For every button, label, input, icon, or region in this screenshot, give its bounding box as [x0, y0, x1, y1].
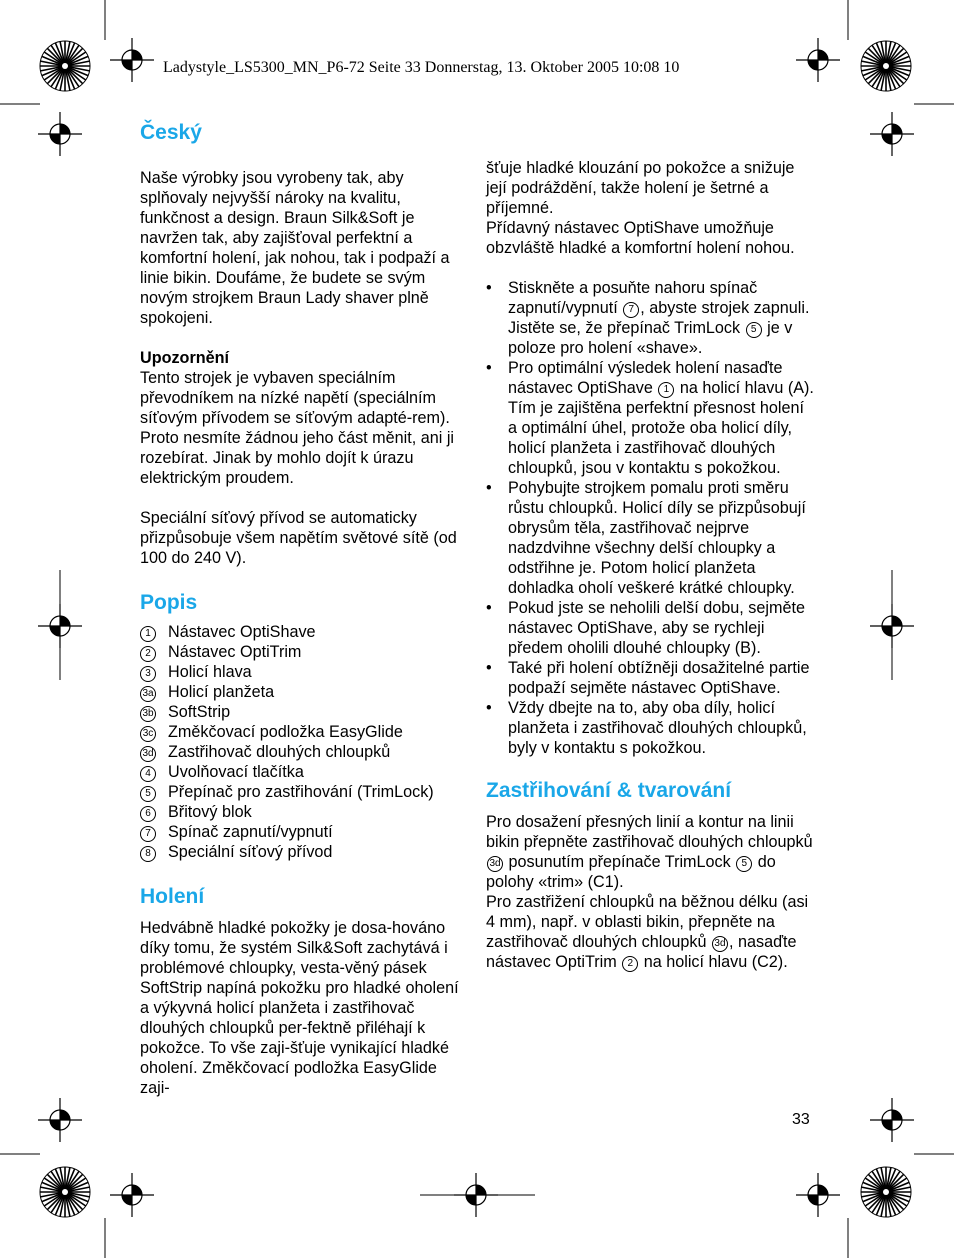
list-item: • Pohybujte strojkem pomalu proti směru růstu chloupků. Holicí díly se přizpůsobují obrysům těla, zastřihovač nejprve nadzdvihne všechny delší chloupky a odstřihne je. Potom holicí planžeta dohladka oholí veškeré krátké chloupky.: [486, 478, 816, 598]
warning-text: Tento strojek je vybaven speciálním převodníkem na nízké napětí (speciálním síťovým přívodem se síťovým adapté-rem). Proto nesmíte žádnou jeho část měnit, ani ji rozebírat. Jinak by mohlo dojít k úrazu elektrickým proudem.: [140, 369, 455, 487]
list-item: 3c Změkčovací podložka EasyGlide: [140, 722, 468, 742]
list-item: • Stiskněte a posuňte nahoru spínač zapnutí/vypnutí 7 , abyste strojek zapnuli. Jistěte se, že přepínač TrimLock 5 je v poloze pro holení «shave».: [486, 278, 816, 358]
shaving-paragraph: Hedvábně hladké pokožky je dosa-hováno díky tomu, že systém Silk&Soft zachytává i problémové chloupky, vesta-věný pásek SoftStrip napíná pokožku pro hladké oholení a výkyvná holicí planžeta i zastřihovač dlouhých chloupků per-fektně přiléhají k pokožce. To vše zaji-šťuje vynikající hladké oholení. Změkčovací podložka EasyGlide zaji-: [140, 919, 459, 1097]
section-title-holeni: Holení: [140, 885, 205, 908]
list-item: • Také při holení obtížněji dosažitelné partie podpaží sejměte nástavec OptiShave.: [486, 658, 816, 698]
list-item: 3d Zastřihovač dlouhých chloupků: [140, 742, 468, 762]
list-item: • Vždy dbejte na to, aby oba díly, holicí planžeta i zastřihovač dlouhých chloupků, byly v kontaktu s pokožkou.: [486, 698, 816, 758]
parts-list: [140, 622, 468, 862]
list-item: 8 Speciální síťový přívod: [140, 842, 468, 862]
list-item: 6 Břitový blok: [140, 802, 468, 822]
intro-paragraph: Naše výrobky jsou vyrobeny tak, aby splňovaly nejvyšší nároky na kvalitu, funkčnost a design. Braun Silk&Soft je navržen tak, aby zajišťoval perfektní a komfortní holení, jak nohou, tak i podpaží a linie bikin. Doufáme, že budete se svým novým strojkem Braun Lady shaver plně spokojeni.: [140, 169, 450, 327]
right-column: [486, 158, 816, 972]
list-item: 3b SoftStrip: [140, 702, 468, 722]
list-item: • Pro optimální výsledek holení nasaďte nástavec OptiShave 1 na holicí hlavu (A). Tím je zajištěna perfektní přesnost holení a optimální úhel, protože oba holicí díly, holicí planžeta i zastřihovač dlouhých chloupků, jsou v kontaktu s pokožkou.: [486, 358, 816, 478]
cord-text: Speciální síťový přívod se automaticky přizpůsobuje všem napětím světové sítě (od 100 do 240 V).: [140, 509, 457, 567]
list-item: • Pokud jste se neholili delší dobu, sejměte nástavec OptiShave, aby se rychleji předem oholili dlouhé chloupky (B).: [486, 598, 816, 658]
list-item: 3 Holicí hlava: [140, 662, 468, 682]
list-item: 4 Uvolňovací tlačítka: [140, 762, 468, 782]
page-number: 33: [792, 1111, 810, 1128]
trimming-paragraph-1: Pro dosažení přesných linií a kontur na linii bikin přepněte zastřihovač dlouhých chloupků 3d posunutím přepínače TrimLock 5 do polohy «trim» (C1).: [486, 813, 813, 891]
section-title-zastrihovani: Zastřihování & tvarování: [486, 779, 732, 802]
left-column: [140, 120, 468, 1098]
print-header: Ladystyle_LS5300_MN_P6-72 Seite 33 Donnerstag, 13. Oktober 2005 10:08 10: [163, 59, 680, 76]
warning-title: Upozornění: [140, 349, 230, 367]
list-item: 7 Spínač zapnutí/vypnutí: [140, 822, 468, 842]
optishave-note: Přídavný nástavec OptiShave umožňuje obzvláště hladké a komfortní holení nohou.: [486, 219, 795, 257]
section-title-popis: Popis: [140, 591, 198, 614]
list-item: 2 Nástavec OptiTrim: [140, 642, 468, 662]
section-title-cesky: Český: [140, 121, 202, 144]
list-item: 5 Přepínač pro zastřihování (TrimLock): [140, 782, 468, 802]
list-item: 3a Holicí planžeta: [140, 682, 468, 702]
trimming-paragraph-2: Pro zastřižení chloupků na běžnou délku (asi 4 mm), např. v oblasti bikin, přepněte na zastřihovač dlouhých chloupků 3d , nasaďte nástavec OptiTrim 2 na holicí hlavu (C2).: [486, 893, 809, 971]
shaving-continuation: šťuje hladké klouzání po pokožce a snižuje její podráždění, takže holení je šetrné a příjemné.: [486, 159, 795, 217]
shaving-steps: [486, 278, 816, 758]
list-item: 1 Nástavec OptiShave: [140, 622, 468, 642]
